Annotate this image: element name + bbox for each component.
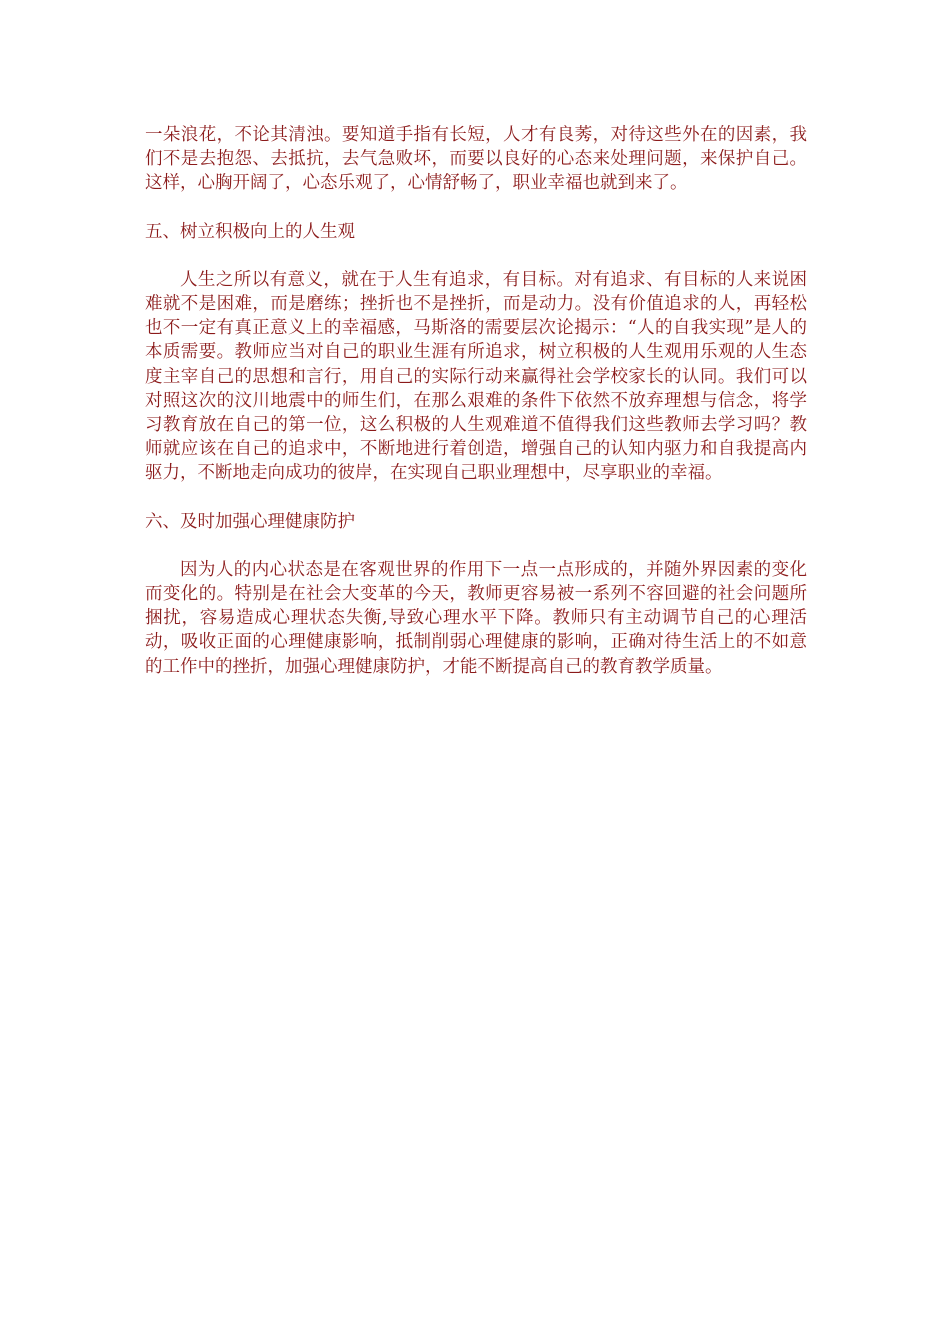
paragraph-life-outlook: 人生之所以有意义，就在于人生有追求，有目标。对有追求、有目标的人来说困难就不是困难，而是磨练；挫折也不是挫折，而是动力。没有价值追求的人，再轻松也不一定有真正意义上的幸福感，马斯洛的需要层次论揭示：“人的自我实现”是人的本质需要。教师应当对自己的职业生涯有所追求，树立积极的人生观用乐观的人生态度主宰自己的思想和言行，用自己的实际行动来赢得社会学校家长的认同。我们可以对照这次的汶川地震中的师生们，在那么艰难的条件下依然不放弃理想与信念，将学习教育放在自己的第一位，这么积极的人生观难道不值得我们这些教师去学习吗？教师就应该在自己的追求中，不断地进行着创造，增强自己的认知内驱力和自我提高内驱力，不断地走向成功的彼岸，在实现自己职业理想中，尽享职业的幸福。	[145, 269, 807, 484]
paragraph-mental-health: 因为人的内心状态是在客观世界的作用下一点一点形成的，并随外界因素的变化而变化的。特别是在社会大变革的今天，教师更容易被一系列不容回避的社会问题所捆扰，容易造成心理状态失衡,导致心理水平下降。教师只有主动调节自己的心理活动，吸收正面的心理健康影响，抵制削弱心理健康的影响，正确对待生活上的不如意的工作中的挫折，加强心理健康防护，才能不断提高自己的教育教学质量。	[145, 559, 807, 677]
section-heading-six: 六、及时加强心理健康防护	[145, 511, 355, 532]
paragraph-gap	[145, 534, 807, 558]
paragraph-gap	[145, 196, 807, 220]
paragraph-continuation: 一朵浪花，不论其清浊。要知道手指有长短，人才有良莠，对待这些外在的因素，我们不是去抱怨、去抵抗，去气急败坏，而要以良好的心态来处理问题，来保护自己。这样，心胸开阔了，心态乐观了，心情舒畅了，职业幸福也就到来了。	[145, 125, 807, 194]
paragraph-gap	[145, 244, 807, 268]
paragraph-gap	[145, 486, 807, 510]
document-body	[145, 123, 807, 679]
section-heading-five: 五、树立积极向上的人生观	[145, 221, 355, 242]
